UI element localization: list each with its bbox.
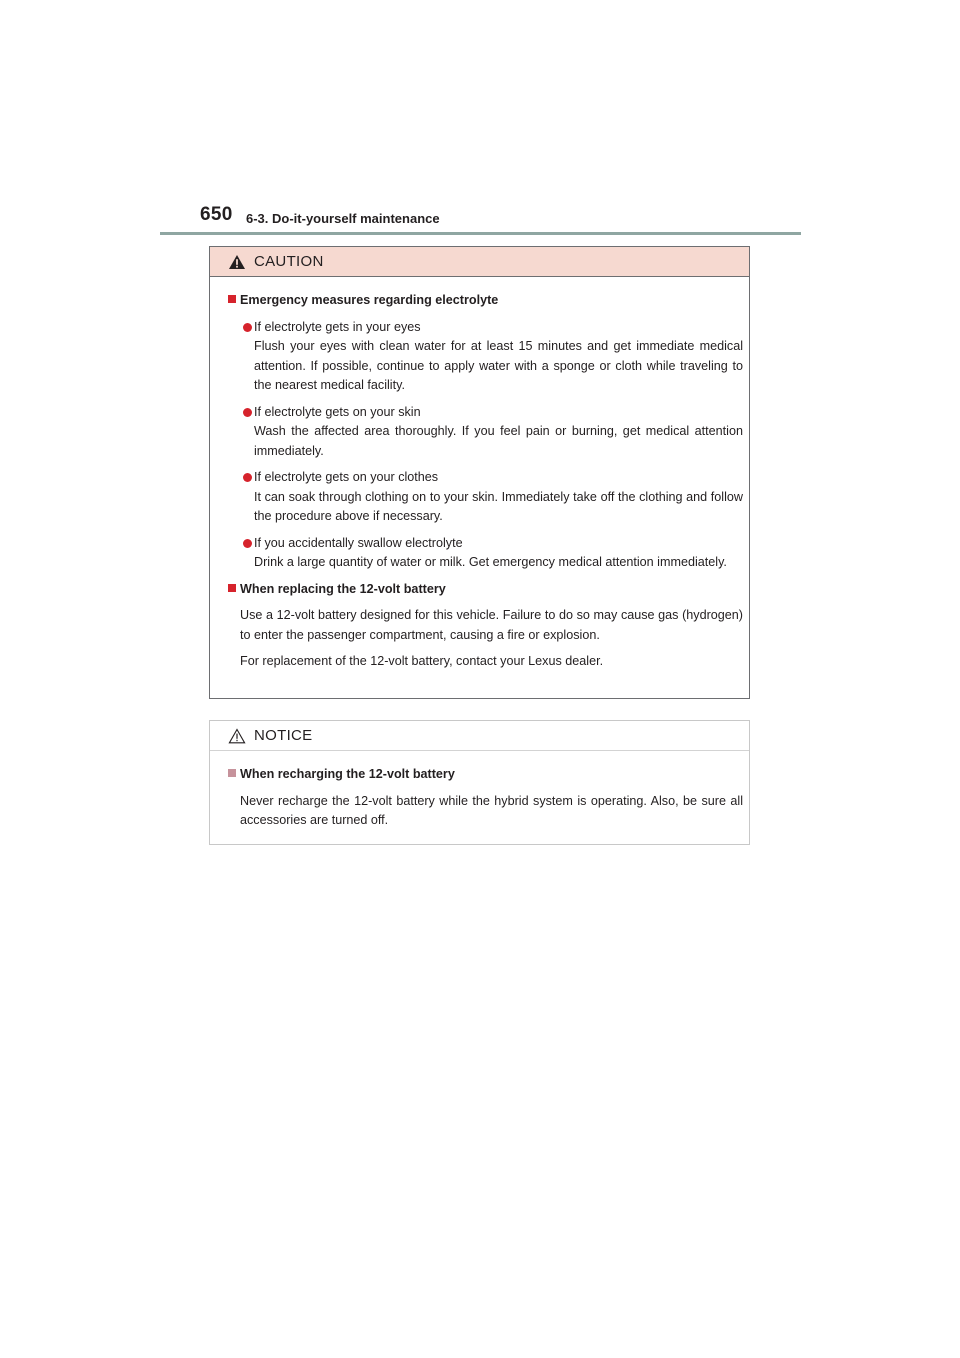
caution-header bbox=[210, 247, 749, 277]
bullet-text: Wash the affected area thoroughly. If you feel pain or burning, get medical attention immediately. bbox=[254, 424, 743, 458]
bullet-text: Flush your eyes with clean water for at least 15 minutes and get immediate medical attention. If possible, continue to apply water with a sponge or cloth while traveling to the nearest medical facility. bbox=[254, 339, 743, 392]
paragraph: Never recharge the 12-volt battery while the hybrid system is operating. Also, be sure all accessories are turned off. bbox=[240, 793, 743, 827]
warning-triangle-icon bbox=[228, 254, 246, 270]
square-bullet-icon bbox=[228, 769, 236, 777]
section-heading bbox=[228, 580, 743, 600]
bullet-title: If you accidentally swallow electrolyte bbox=[254, 535, 463, 550]
bullet-text: It can soak through clothing on to your skin. Immediately take off the clothing and follow the procedure above if necessary. bbox=[254, 489, 743, 523]
square-bullet-icon bbox=[228, 584, 236, 592]
section-content bbox=[228, 606, 743, 672]
section-heading-text: When replacing the 12-volt battery bbox=[240, 581, 446, 596]
paragraph: For replacement of the 12-volt battery, contact your Lexus dealer. bbox=[240, 654, 604, 668]
warning-triangle-outline-icon bbox=[228, 728, 246, 744]
list-item bbox=[240, 403, 743, 462]
section-heading-text: When recharging the 12-volt battery bbox=[240, 767, 455, 781]
header-rule bbox=[160, 232, 801, 235]
section-heading bbox=[228, 291, 743, 311]
section-heading-text: Emergency measures regarding electrolyte bbox=[240, 293, 499, 307]
square-bullet-icon bbox=[228, 295, 236, 303]
section-content bbox=[228, 792, 743, 831]
caution-title: CAUTION bbox=[254, 253, 324, 270]
bullet-title: If electrolyte gets in your eyes bbox=[254, 319, 421, 334]
list-item bbox=[240, 468, 743, 527]
caution-body bbox=[210, 277, 749, 672]
round-bullet-icon bbox=[243, 473, 252, 482]
section-content bbox=[228, 318, 743, 573]
notice-body bbox=[210, 751, 749, 831]
caution-box bbox=[209, 246, 750, 699]
page-number: 650 bbox=[200, 204, 233, 225]
notice-box bbox=[209, 720, 750, 845]
section-title: 6-3. Do-it-yourself maintenance bbox=[246, 211, 440, 226]
bullet-text: Drink a large quantity of water or milk. Get emergency medical attention immediately. bbox=[254, 555, 727, 569]
list-item bbox=[240, 534, 743, 573]
page-header bbox=[160, 200, 801, 236]
notice-title: NOTICE bbox=[254, 727, 313, 744]
round-bullet-icon bbox=[243, 408, 252, 417]
paragraph: Use a 12-volt battery designed for this vehicle. Failure to do so may cause gas (hydrogen) to enter the passenger compartment, causing a fire or explosion. bbox=[240, 608, 743, 642]
round-bullet-icon bbox=[243, 323, 252, 332]
bullet-title: If electrolyte gets on your skin bbox=[254, 404, 421, 419]
notice-header bbox=[210, 721, 749, 751]
round-bullet-icon bbox=[243, 539, 252, 548]
list-item bbox=[240, 318, 743, 396]
bullet-title: If electrolyte gets on your clothes bbox=[254, 470, 439, 484]
section-heading bbox=[228, 765, 743, 785]
